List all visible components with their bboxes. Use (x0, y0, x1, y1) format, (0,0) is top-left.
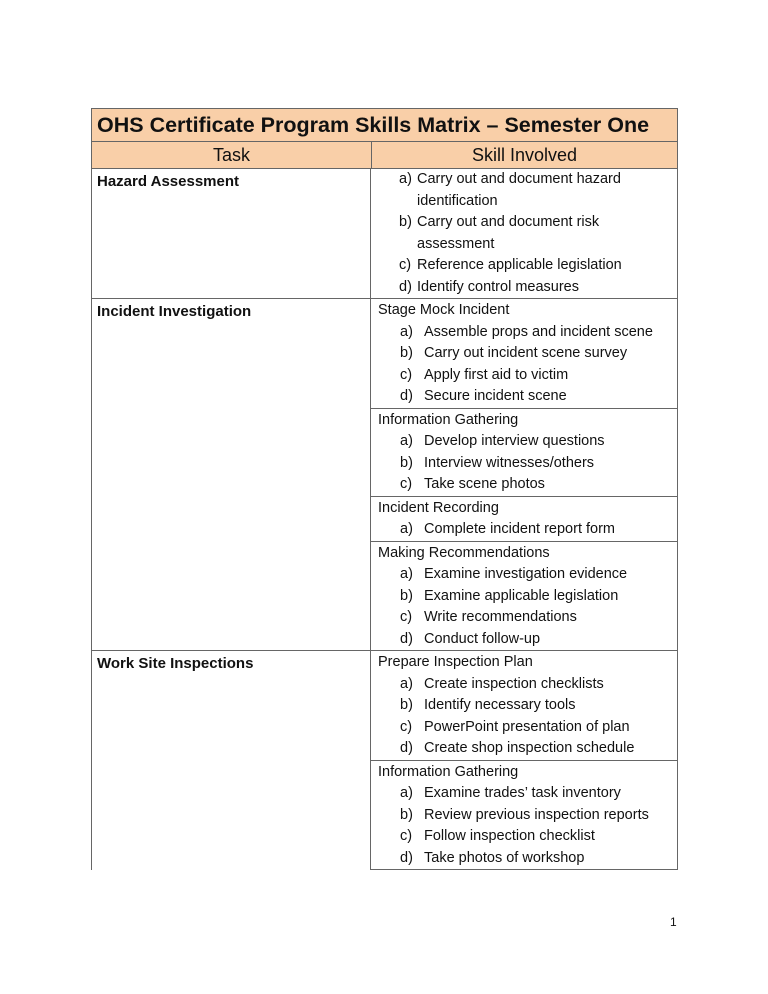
skill-item (378, 277, 677, 299)
skill-item (378, 848, 677, 870)
skill-item-letter: c) (400, 828, 413, 844)
page-number: 1 (670, 915, 677, 929)
skills-matrix-table (91, 108, 678, 870)
skill-item-letter: c) (400, 366, 413, 383)
skill-item (378, 674, 677, 696)
skill-group (371, 299, 677, 409)
skill-item-text: Take scene photos (424, 476, 545, 492)
skill-item (378, 717, 677, 739)
skill-item-text: Take photos of workshop (424, 849, 585, 866)
skill-item-letter: a) (400, 433, 413, 449)
skill-item-letter: b) (400, 454, 413, 471)
skill-item (378, 826, 677, 848)
skill-item-letter: a) (400, 566, 413, 582)
skill-item-text: PowerPoint presentation of plan (424, 718, 630, 735)
skill-item-letter: d) (400, 630, 413, 647)
skill-item-letter: a) (400, 521, 413, 537)
skill-group-title: Incident Recording (378, 499, 499, 516)
skill-item-letter: c) (400, 476, 413, 492)
skill-item (378, 629, 677, 651)
skill-item-letter: d) (400, 740, 413, 756)
skill-item (378, 431, 677, 453)
skill-item-text: Create inspection checklists (424, 675, 604, 692)
skills-cell (370, 299, 678, 651)
skill-group (371, 409, 677, 497)
skill-item-letter: b) (400, 345, 413, 361)
skill-group (371, 169, 677, 299)
skill-item (378, 564, 677, 586)
skill-item-letter: c) (399, 257, 412, 273)
skill-group-title: Prepare Inspection Plan (378, 654, 533, 670)
skill-item (378, 474, 677, 496)
skill-item-text: Examine trades’ task inventory (424, 785, 621, 801)
table-row (91, 169, 678, 299)
skill-item-letter: c) (400, 609, 413, 625)
skill-item-letter: d) (400, 849, 413, 866)
skill-item (378, 607, 677, 629)
task-cell: Hazard Assessment (91, 169, 370, 299)
skill-group (371, 542, 677, 652)
table-row (91, 651, 678, 870)
skill-item (378, 586, 677, 608)
task-cell: Work Site Inspections (91, 651, 370, 870)
skill-item (378, 453, 677, 475)
skill-item-text: Follow inspection checklist (424, 828, 595, 844)
table-row (91, 299, 678, 651)
skill-item-text: Apply first aid to victim (424, 366, 569, 383)
skill-item-letter: a) (400, 323, 413, 340)
skill-item-text: Review previous inspection reports (424, 806, 649, 823)
skill-item-text: Interview witnesses/others (424, 454, 595, 471)
task-cell: Incident Investigation (91, 299, 370, 651)
skill-item-text: Create shop inspection schedule (424, 740, 635, 756)
skill-item (378, 783, 677, 805)
skill-column-header: Skill Involved (471, 145, 578, 165)
skill-item-letter: b) (400, 697, 413, 713)
skill-item-text: Examine investigation evidence (424, 566, 628, 582)
skill-item-text: Assemble props and incident scene (424, 323, 653, 340)
task-column-header: Task (92, 142, 372, 168)
skill-item (378, 212, 677, 255)
skill-item-text: Carry out incident scene survey (424, 345, 628, 361)
skill-item-letter: d) (400, 388, 413, 404)
skill-item-letter: a) (400, 675, 413, 692)
skill-item (378, 738, 677, 760)
skill-item-text: Carry out and document risk assessment (417, 214, 600, 252)
skill-item-text: Carry out and document hazard identification (417, 171, 621, 209)
skill-item-letter: c) (400, 718, 413, 735)
skill-item-letter: a) (400, 785, 413, 801)
skill-item-text: Identify control measures (417, 278, 579, 295)
skill-group-title: Information Gathering (378, 763, 519, 780)
skills-cell (370, 651, 678, 870)
skill-item (378, 255, 677, 277)
skill-group (371, 651, 677, 761)
skill-item-text: Identify necessary tools (424, 697, 576, 713)
skill-item (378, 519, 677, 541)
skill-item-letter: b) (399, 214, 412, 230)
skill-item (378, 169, 677, 212)
table-header-row (91, 142, 678, 169)
skill-item-text: Examine applicable legislation (424, 587, 619, 604)
skill-item-text: Develop interview questions (424, 433, 605, 449)
skill-item (378, 343, 677, 365)
skill-item (378, 322, 677, 344)
skill-group-title: Making Recommendations (378, 544, 550, 561)
skill-item (378, 365, 677, 387)
skill-group (371, 497, 677, 542)
skills-cell (370, 169, 678, 299)
skill-item (378, 386, 677, 408)
skill-item-letter: a) (399, 171, 412, 187)
skill-group-title: Stage Mock Incident (378, 302, 510, 318)
skill-group-title: Information Gathering (378, 411, 519, 428)
table-body (91, 169, 678, 870)
skill-item-letter: b) (400, 806, 413, 823)
skill-item (378, 805, 677, 827)
skill-item (378, 695, 677, 717)
skill-item-text: Reference applicable legislation (417, 257, 622, 273)
skill-item-text: Secure incident scene (424, 388, 567, 404)
skill-item-text: Conduct follow-up (424, 630, 541, 647)
skill-item-letter: d) (399, 278, 412, 295)
skill-item-text: Write recommendations (424, 609, 577, 625)
skill-group (371, 761, 677, 871)
skill-item-letter: b) (400, 587, 413, 604)
skill-item-text: Complete incident report form (424, 521, 615, 537)
table-title: OHS Certificate Program Skills Matrix – Semester One (91, 108, 678, 142)
